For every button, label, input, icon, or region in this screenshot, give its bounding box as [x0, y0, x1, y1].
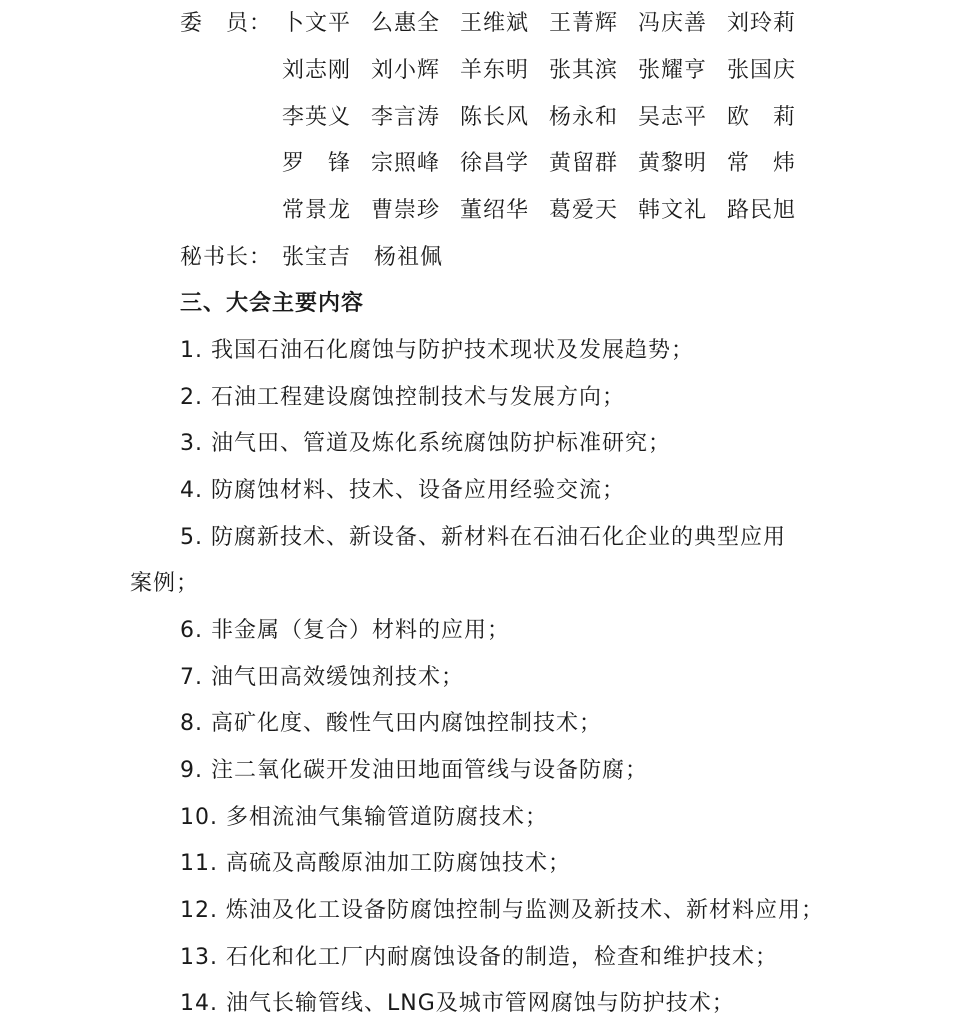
list-item: 2. 石油工程建设腐蚀控制技术与发展方向；	[180, 385, 625, 410]
member-row	[282, 4, 816, 44]
list-item: 9. 注二氧化碳开发油田地面管线与设备防腐；	[180, 758, 648, 783]
member-name: 么惠全	[371, 11, 441, 36]
member-name: 李言涛	[371, 105, 441, 130]
member-name: 卜文平	[282, 11, 352, 36]
secretary-label: 秘书长：	[180, 245, 273, 270]
list-item: 5. 防腐新技术、新设备、新材料在石油石化企业的典型应用	[180, 525, 786, 550]
secretary-names: 张宝吉 杨祖佩	[282, 245, 444, 270]
list-item: 10. 多相流油气集输管道防腐技术；	[180, 805, 548, 830]
member-name: 吴志平	[638, 105, 708, 130]
member-name: 羊东明	[460, 58, 530, 83]
member-name: 路民旭	[727, 198, 797, 223]
member-name: 冯庆善	[638, 11, 708, 36]
member-row	[282, 51, 816, 91]
member-name: 董绍华	[460, 198, 530, 223]
member-name: 刘玲莉	[727, 11, 797, 36]
member-name: 宗照峰	[371, 151, 441, 176]
list-item: 11. 高硫及高酸原油加工防腐蚀技术；	[180, 851, 571, 876]
list-item: 13. 石化和化工厂内耐腐蚀设备的制造，检查和维护技术；	[180, 945, 778, 970]
list-item: 12. 炼油及化工设备防腐蚀控制与监测及新技术、新材料应用；	[180, 898, 824, 923]
member-name: 欧 莉	[727, 105, 797, 130]
member-name: 王维斌	[460, 11, 530, 36]
member-name: 韩文礼	[638, 198, 708, 223]
member-name: 黄留群	[549, 151, 619, 176]
member-row	[282, 191, 816, 231]
member-name: 黄黎明	[638, 151, 708, 176]
member-name: 常景龙	[282, 198, 352, 223]
list-item: 14. 油气长输管线、LNG及城市管网腐蚀与防护技术；	[180, 991, 735, 1016]
section-heading: 三、大会主要内容	[180, 291, 365, 316]
member-name: 杨永和	[549, 105, 619, 130]
member-name: 李英义	[282, 105, 352, 130]
member-name: 张耀亨	[638, 58, 708, 83]
member-name: 葛爱天	[549, 198, 619, 223]
member-name: 刘小辉	[371, 58, 441, 83]
list-item: 6. 非金属（复合）材料的应用；	[180, 618, 510, 643]
member-row	[282, 144, 816, 184]
list-item: 3. 油气田、管道及炼化系统腐蚀防护标准研究；	[180, 431, 671, 456]
list-item: 7. 油气田高效缓蚀剂技术；	[180, 665, 464, 690]
list-item: 4. 防腐蚀材料、技术、设备应用经验交流；	[180, 478, 625, 503]
member-name: 陈长风	[460, 105, 530, 130]
member-name: 王菁辉	[549, 11, 619, 36]
member-name: 罗 锋	[282, 151, 352, 176]
list-item: 8. 高矿化度、酸性气田内腐蚀控制技术；	[180, 711, 602, 736]
member-name: 常 炜	[727, 151, 797, 176]
member-name: 张其滨	[549, 58, 619, 83]
member-name: 张国庆	[727, 58, 797, 83]
list-item: 1. 我国石油石化腐蚀与防护技术现状及发展趋势；	[180, 338, 694, 363]
member-name: 刘志刚	[282, 58, 352, 83]
member-name: 徐昌学	[460, 151, 530, 176]
member-name: 曹崇珍	[371, 198, 441, 223]
members-label: 委 员：	[180, 11, 273, 36]
member-row	[282, 98, 816, 138]
list-item-continuation: 案例；	[130, 571, 200, 596]
